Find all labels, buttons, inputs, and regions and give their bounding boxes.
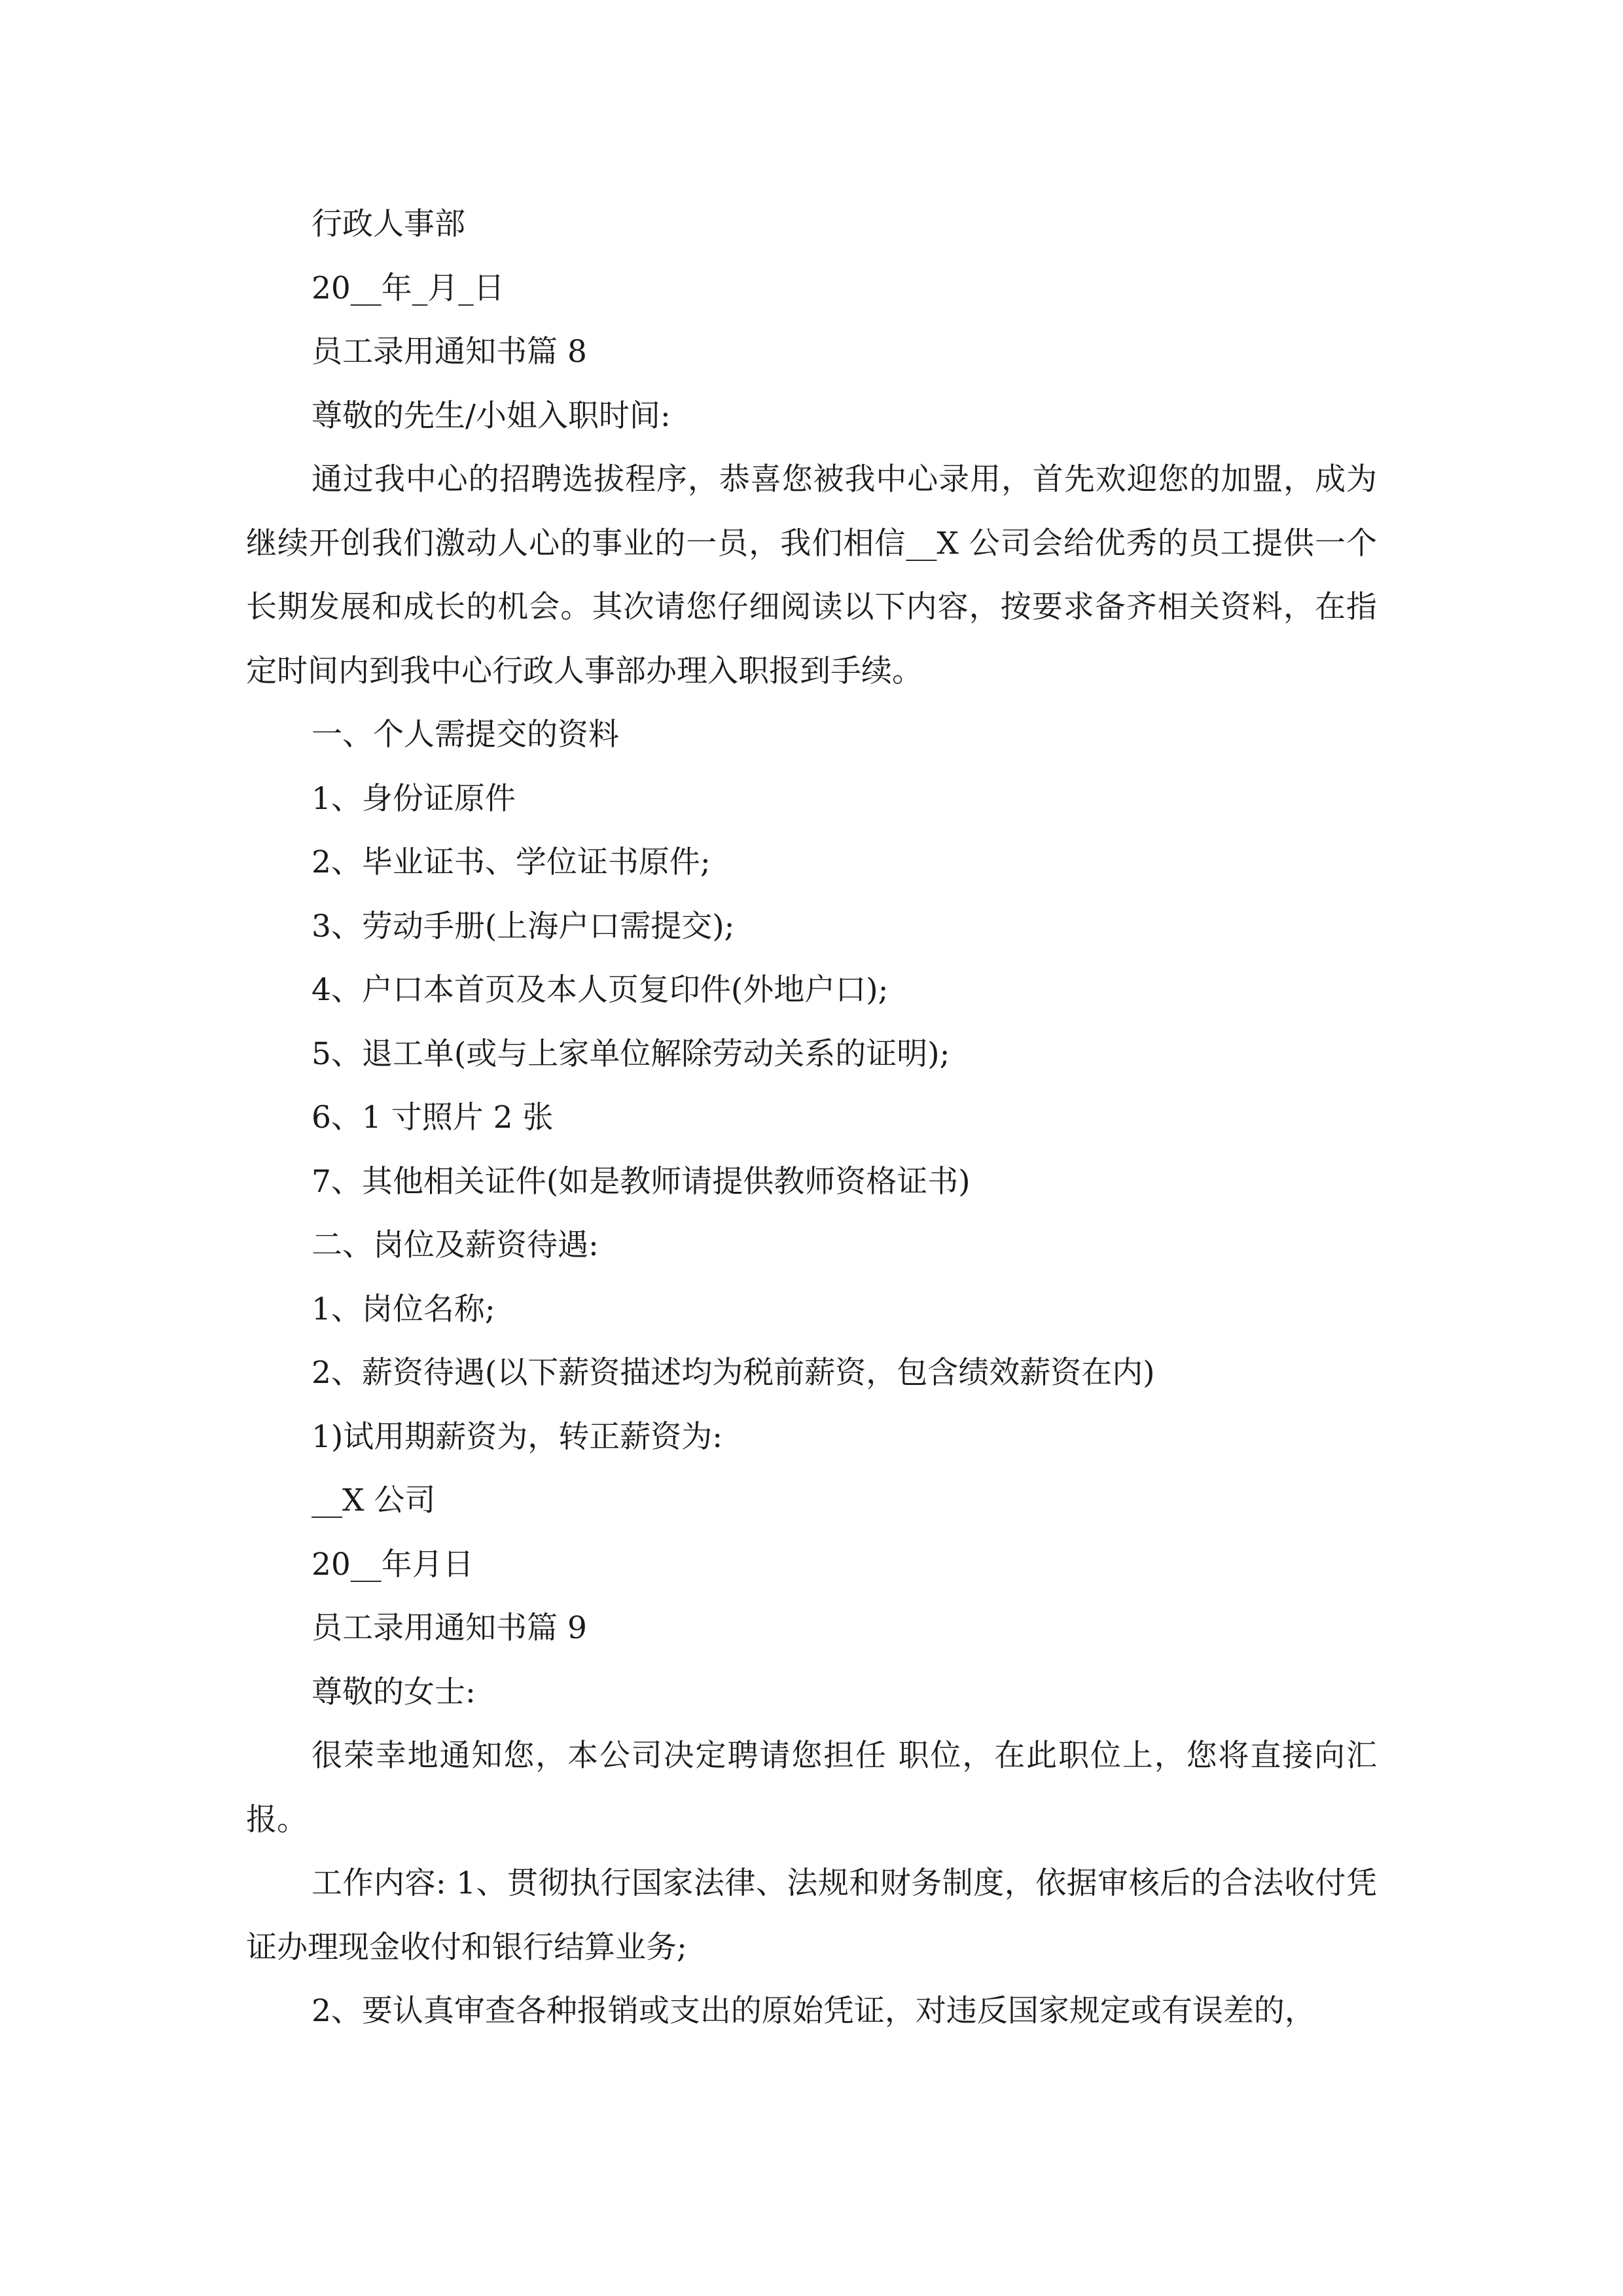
greeting: 尊敬的先生/小姐入职时间: — [312, 397, 671, 434]
date-line: 20__年月日 — [312, 1546, 474, 1583]
list-item: 2、要认真审查各种报销或支出的原始凭证，对违反国家规定或有误差的， — [312, 1993, 1315, 2029]
list-item: 7、其他相关证件(如是教师请提供教师资格证书) — [312, 1163, 971, 1200]
list-item: 3、劳动手册(上海户口需提交); — [312, 908, 735, 944]
section-heading: 二、岗位及薪资待遇: — [312, 1227, 599, 1263]
paragraph: 很荣幸地通知您，本公司决定聘请您担任 职位，在此职位上，您将直接向汇报。 — [246, 1738, 1377, 1838]
department-signature: 行政人事部 — [312, 206, 465, 242]
paragraph: 工作内容: 1、贯彻执行国家法律、法规和财务制度，依据审核后的合法收付凭证办理现金收付和银行结算业务; — [246, 1865, 1377, 1965]
section-heading: 一、个人需提交的资料 — [312, 717, 619, 753]
document-body — [246, 192, 1377, 2043]
date-line: 20__年_月_日 — [312, 270, 505, 306]
list-item: 2、薪资待遇(以下薪资描述均为税前薪资，包含绩效薪资在内) — [312, 1355, 1155, 1391]
list-item: 1)试用期薪资为，转正薪资为: — [312, 1418, 723, 1455]
company-signature: __X 公司 — [312, 1482, 436, 1518]
list-item: 5、退工单(或与上家单位解除劳动关系的证明); — [312, 1035, 950, 1072]
list-item: 1、身份证原件 — [312, 780, 516, 817]
greeting: 尊敬的女士: — [312, 1674, 476, 1710]
list-item: 4、户口本首页及本人页复印件(外地户口); — [312, 972, 889, 1008]
section-title: 员工录用通知书篇 8 — [312, 334, 587, 370]
paragraph: 通过我中心的招聘选拔程序，恭喜您被我中心录用，首先欢迎您的加盟，成为继续开创我们激动人心的事业的一员，我们相信__X 公司会给优秀的员工提供一个长期发展和成长的机会。其次请您仔细阅读以下内容，按要求备齐相关资料，在指定时间内到我中心行政人事部办理入职报到手续。 — [246, 461, 1377, 689]
list-item: 2、毕业证书、学位证书原件; — [312, 844, 711, 880]
section-title: 员工录用通知书篇 9 — [312, 1610, 587, 1646]
list-item: 1、岗位名称; — [312, 1291, 495, 1327]
list-item: 6、1 寸照片 2 张 — [312, 1100, 554, 1136]
